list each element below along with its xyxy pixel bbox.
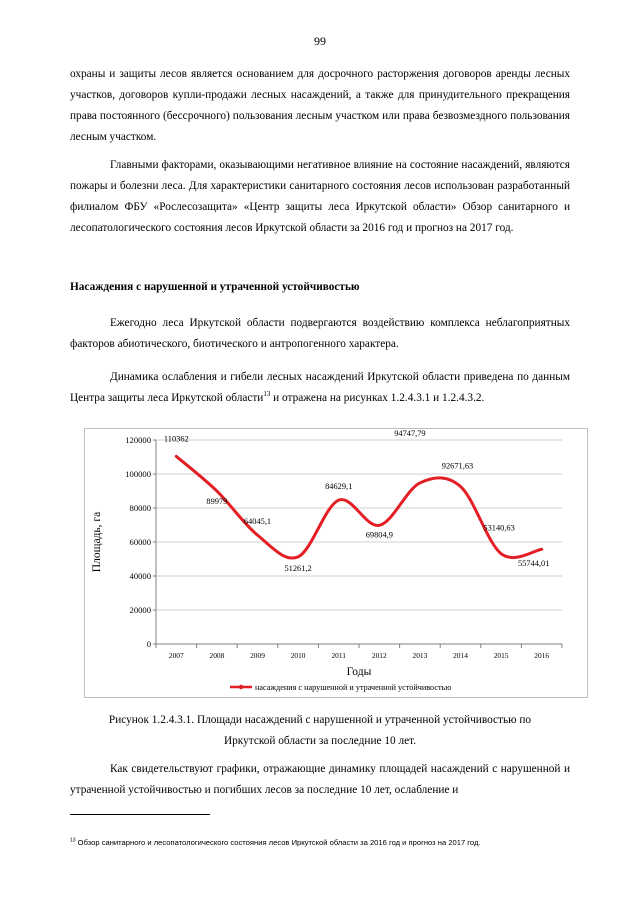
y-tick-label: 100000 (125, 469, 151, 479)
y-tick-label: 120000 (125, 435, 151, 445)
y-tick-label: 20000 (129, 605, 151, 615)
paragraph-3: Ежегодно леса Иркутской области подвергаются воздействию комплекса неблагоприятных факторов абиотического, биотического и антропогенного характера. (70, 317, 570, 350)
legend (230, 683, 451, 692)
caption-line-1: Рисунок 1.2.4.3.1. Площади насаждений с нарушенной и утраченной устойчивостью по (108, 714, 532, 726)
x-tick-label: 2014 (453, 651, 468, 660)
x-tick-label: 2015 (493, 651, 509, 660)
data-label: 94747,79 (394, 428, 426, 438)
paragraph-4-text: Динамика ослабления и гибели лесных насаждений Иркутской области приведена по данным Центра защиты леса Иркутской области (70, 371, 570, 404)
x-axis-title: Годы (346, 666, 372, 678)
y-axis-title: Площадь, га (91, 511, 103, 573)
paragraph-2: Главными факторами, оказывающими негативное влияние на состояние насаждений, являются пожары и болезни леса. Для характеристики санитарного состояния лесов использован разработанный филиалом ФБУ «Рослесозащита» «Центр защиты леса Иркутской области» Обзор санитарного и лесопатологического состояния лесов Иркутской области за 2016 год и прогноз на 2017 год. (70, 159, 570, 234)
footnote-ref[interactable]: 13 (263, 390, 271, 399)
data-label: 110362 (163, 434, 189, 444)
data-label: 64045,1 (243, 517, 272, 527)
x-tick-label: 2016 (534, 651, 550, 660)
footnote (70, 838, 590, 847)
section-heading: Насаждения с нарушенной и утраченной устойчивостью (70, 281, 360, 293)
x-tick-label: 2013 (412, 651, 428, 660)
y-tick-label: 60000 (129, 537, 151, 547)
footnote-separator (70, 814, 210, 815)
y-tick-label: 40000 (129, 571, 151, 581)
paragraph-4 (70, 367, 570, 409)
paragraph-4-tail: и отражена на рисунках 1.2.4.3.1 и 1.2.4.3.2. (270, 392, 485, 404)
caption-line-2: Иркутской области за последние 10 лет. (223, 735, 417, 747)
data-label: 53140,63 (483, 523, 515, 533)
x-tick-label: 2011 (331, 651, 346, 660)
paragraph-1: охраны и защиты лесов является основанием для досрочного расторжения договоров аренды лесных участков, договоров купли-продажи лесных насаждений, а также для принудительного прекращения права постоянного (бессрочного) пользования лесным участком или права безвозмездного пользования лесным участком. (70, 68, 570, 143)
x-tick-label: 2010 (290, 651, 306, 660)
footnote-text: Обзор санитарного и лесопатологического состояния лесов Иркутской области за 2016 год и прогноз на 2017 год. (75, 838, 481, 847)
data-label: 69804,9 (365, 530, 393, 540)
figure-caption (70, 710, 570, 752)
figure-chart (84, 428, 588, 698)
legend-marker (239, 685, 243, 689)
page-number: 99 (314, 34, 326, 48)
y-tick-label: 80000 (129, 503, 151, 513)
x-tick-label: 2012 (371, 651, 387, 660)
line-chart (84, 428, 588, 698)
y-tick-label: 0 (146, 639, 151, 649)
x-tick-label: 2009 (250, 651, 265, 660)
legend-label: насаждения с нарушенной и утраченной устойчивостью (255, 683, 452, 692)
data-label: 55744,01 (517, 559, 550, 569)
x-tick-label: 2007 (168, 651, 184, 660)
footnote-number: 13 (70, 837, 76, 844)
x-tick-label: 2008 (209, 651, 225, 660)
data-label: 89979 (206, 497, 228, 507)
data-label: 92671,63 (441, 461, 474, 471)
data-label: 84629,1 (325, 482, 353, 492)
paragraph-5: Как свидетельствуют графики, отражающие динамику площадей насаждений с нарушенной и утраченной устойчивостью и погибших лесов за последние 10 лет, ослабление и (70, 763, 570, 796)
data-label: 51261,2 (284, 563, 312, 573)
